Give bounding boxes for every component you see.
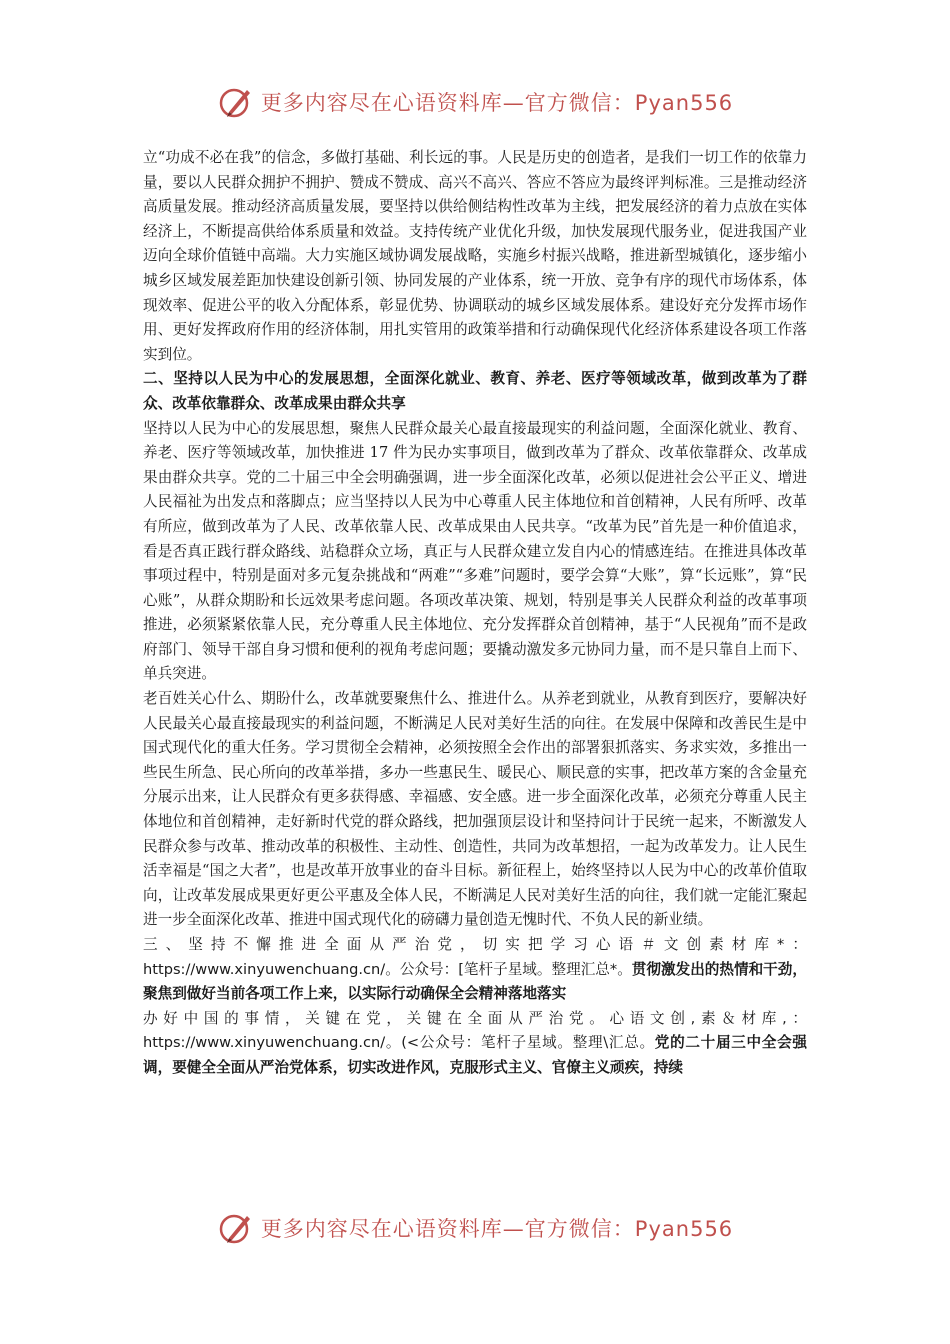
header-text: 更多内容尽在心语资料库—官方微信：Pyan556	[260, 91, 734, 115]
heading-3-text: 三、坚持不懈推进全面从严治党，切实把学习心语＃文创素材库*：https://www.xinyuwenchuang.cn/。公众号：[笔杆子星域。整理汇总*。	[143, 936, 807, 978]
footer-text: 更多内容尽在心语资料库—官方微信：Pyan556	[260, 1217, 734, 1241]
section-heading-2: 二、坚持以人民为中心的发展思想，全面深化就业、教育、养老、医疗等领域改革，做到改革为了群众、改革依靠群众、改革成果由群众共享	[143, 370, 807, 412]
document-body	[143, 146, 807, 1081]
paragraph-party-governance	[143, 1007, 807, 1081]
paragraph-livelihood: 老百姓关心什么、期盼什么，改革就要聚焦什么、推进什么。从养老到就业，从教育到医疗，要解决好人民最关心最直接最现实的利益问题，不断满足人民对美好生活的向往。在发展中保障和改善民生是中国式现代化的重大任务。学习贯彻全会精神，必须按照全会作出的部署狠抓落实、务求实效，多推出一些民生所急、民心所向的改革举措，多办一些惠民生、暖民心、顺民意的实事，把改革方案的含金量充分展示出来，让人民群众有更多获得感、幸福感、安全感。进一步全面深化改革，必须充分尊重人民主体地位和首创精神，走好新时代党的群众路线，把加强顶层设计和坚持问计于民统一起来，不断激发人民群众参与改革、推动改革的积极性、主动性、创造性，共同为改革想招，一起为改革发力。让人民生活幸福是“国之大者”，也是改革开放事业的奋斗目标。新征程上，始终坚持以人民为中心的改革价值取向，让改革发展成果更好更公平惠及全体人民，不断满足人民对美好生活的向往，我们就一定能汇聚起进一步全面深化改革、推进中国式现代化的磅礴力量创造无愧时代、不负人民的新业绩。	[143, 690, 807, 929]
footer-banner	[0, 1208, 950, 1248]
pen-nib-circle-icon	[217, 82, 257, 122]
header-banner	[0, 82, 950, 122]
pen-nib-circle-icon	[217, 1208, 257, 1248]
paragraph-people-centered: 坚持以人民为中心的发展思想，聚焦人民群众最关心最直接最现实的利益问题，全面深化就业、教育、养老、医疗等领域改革，加快推进 17 件为民办实事项目，做到改革为了群众、改革依靠群众、改革成果由群众共享。党的二十届三中全会明确强调，进一步全面深化改革，必须以促进社会公平正义、增进人民福祉为出发点和落脚点；应当坚持以人民为中心尊重人民主体地位和首创精神，人民有所呼、改革有所应，做到改革为了人民、改革依靠人民、改革成果由人民共享。“改革为民”首先是一种价值追求，看是否真正践行群众路线、站稳群众立场，真正与人民群众建立发自内心的情感连结。在推进具体改革事项过程中，特别是面对多元复杂挑战和“两难”“多难”问题时，要学会算“大账”，算“长远账”，算“民心账”，从群众期盼和长远效果考虑问题。各项改革决策、规划，特别是事关人民群众利益的改革事项推进，必须紧紧依靠人民，充分尊重人民主体地位、充分发挥群众首创精神，基于“人民视角”而不是政府部门、领导干部自身习惯和便利的视角考虑问题；要撬动激发多元协同力量，而不是只靠自上而下、单兵突进。	[143, 419, 807, 683]
section-heading-3	[143, 933, 807, 1007]
party-governance-bold: 党的二十届三中全会强调，要健全全面从严治党体系，切实改进作风，克服形式主义、官僚主义顽疾，持续	[143, 1034, 807, 1076]
party-governance-intro: 办好中国的事情，关键在党，关键在全面从严治党。心语文创,素＆材库,：https://www.xinyuwenchuang.cn/。(<公众号：笔杆子星域。整理\汇总。	[143, 1009, 807, 1052]
paragraph-economy: 立“功成不必在我”的信念，多做打基础、利长远的事。人民是历史的创造者，是我们一切工作的依靠力量，要以人民群众拥护不拥护、赞成不赞成、高兴不高兴、答应不答应为最终评判标准。三是推动经济高质量发展。推动经济高质量发展，要坚持以供给侧结构性改革为主线，把发展经济的着力点放在实体经济上，不断提高供给体系质量和效益。支持传统产业优化升级，加快发展现代服务业，促进我国产业迈向全球价值链中高端。大力实施区域协调发展战略，实施乡村振兴战略，推进新型城镇化，逐步缩小城乡区域发展差距加快建设创新引领、协同发展的产业体系，统一开放、竞争有序的现代市场体系，体现效率、促进公平的收入分配体系，彰显优势、协调联动的城乡区域发展体系。建设好充分发挥市场作用、更好发挥政府作用的经济体制，用扎实管用的政策举措和行动确保现代化经济体系建设各项工作落实到位。	[143, 149, 807, 363]
heading-3-bold-text: 贯彻激发出的热情和干劲，聚焦到做好当前各项工作上来，以实际行动确保全会精神落地落实	[143, 960, 807, 1003]
